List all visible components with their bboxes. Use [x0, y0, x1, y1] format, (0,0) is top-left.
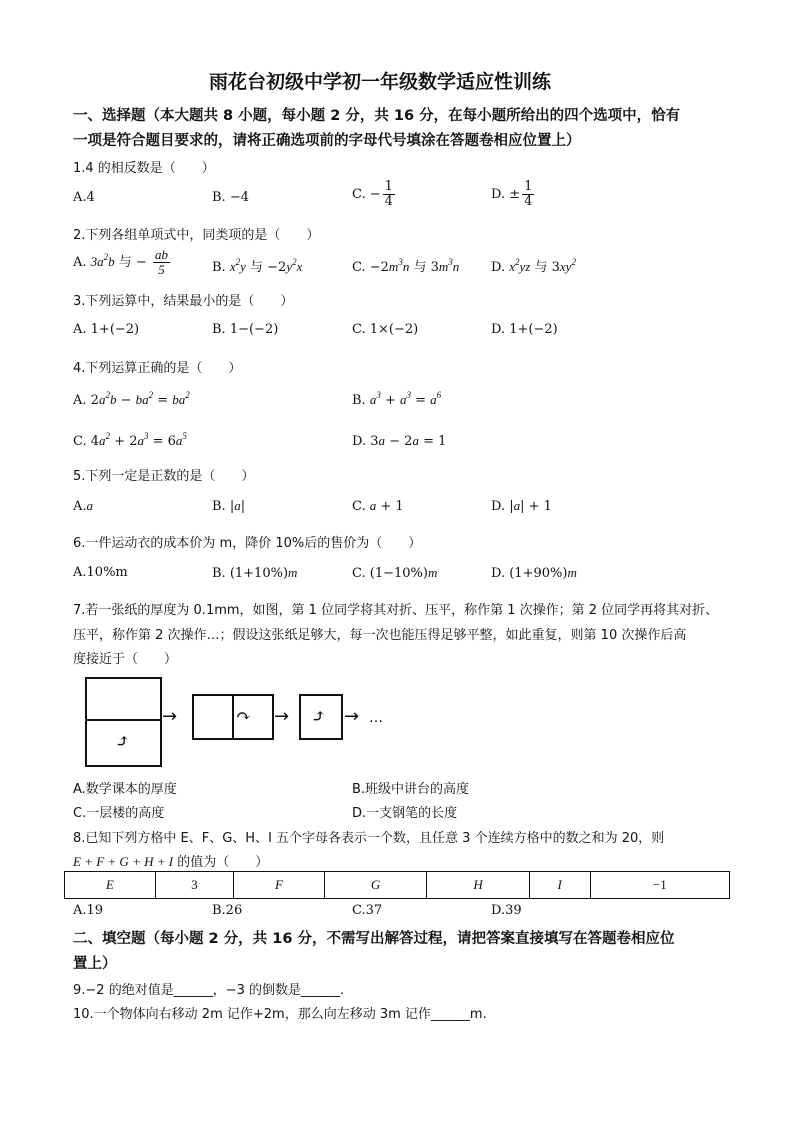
half-paper-box	[192, 694, 274, 740]
question-3-option-d: D. 1+(−2)	[491, 322, 558, 337]
section-1-heading-line2: 一项是符合题目要求的，请将正确选项前的字母代号填涂在答题卷相应位置上）	[73, 133, 581, 149]
question-7-line3: 度接近于（ ）	[73, 652, 178, 667]
question-6-option-c: C. (1−10%)m	[352, 565, 438, 581]
question-7-line1: 7.若一张纸的厚度为 0.1mm，如图，第 1 位同学将其对折、压平，称作第 1 次操作；第 2 位同学再将其对折、	[73, 603, 719, 618]
question-1-option-d: D. ± $\frac{1}{4}$	[491, 179, 533, 209]
question-5-option-d: D. |a| + 1	[491, 498, 552, 514]
question-7-option-b: B.班级中讲台的高度	[352, 782, 470, 797]
question-4-option-b: B. $a^3 + a^3 = a^6$	[352, 390, 442, 408]
question-2-option-c: C. $-2m^3n$ 与 $3m^3n$	[352, 257, 460, 275]
question-4-option-d: D. 3a − 2a = 1	[352, 433, 447, 449]
fold-arrow-icon: ⤴	[311, 706, 327, 727]
question-8-option-c: C.37	[352, 903, 383, 918]
question-1-option-a: A.4	[73, 190, 95, 205]
question-1-option-b: B. −4	[212, 190, 249, 205]
section-1-heading-line1: 一、选择题（本大题共 8 小题，每小题 2 分，共 16 分，在每小题所给出的四个选项中，恰有	[73, 108, 681, 124]
question-8-line2: E + F + G + H + I 的值为（ ）	[73, 854, 269, 870]
question-3-option-b: B. 1−(−2)	[212, 322, 279, 337]
question-4-option-c: C. $4a^2 + 2a^3 = 6a^5$	[73, 431, 187, 449]
question-7-line2: 压平，称作第 2 次操作…；假设这张纸足够大，每一次也能压得足够平整，如此重复，则第 10 次操作后高	[73, 628, 687, 643]
question-6-option-b: B. (1+10%)m	[212, 565, 298, 581]
question-4-stem: 4.下列运算正确的是（ ）	[73, 361, 242, 376]
question-8-option-a: A.19	[73, 903, 104, 918]
right-arrow-icon: →	[274, 706, 290, 727]
question-4-option-a: A. $2a^2b - ba^2 = ba^2$	[73, 390, 190, 408]
page-title: 雨花台初级中学初一年级数学适应性训练	[209, 71, 552, 93]
grid-cell: I	[529, 872, 590, 899]
question-3-stem: 3.下列运算中，结果最小的是（ ）	[73, 294, 294, 309]
section-2-heading-line2: 置上）	[73, 956, 117, 972]
question-6-option-d: D. (1+90%)m	[491, 565, 577, 581]
question-6-stem: 6.一件运动衣的成本价为 m，降价 10%后的售价为（ ）	[73, 536, 422, 551]
question-3-option-c: C. 1×(−2)	[352, 322, 419, 337]
question-2-stem: 2.下列各组单项式中，同类项的是（ ）	[73, 228, 320, 243]
question-6-option-a: A.10%m	[73, 565, 128, 580]
question-8-line1: 8.已知下列方格中 E、F、G、H、I 五个字母各表示一个数，且任意 3 个连续方格中的数之和为 20，则	[73, 831, 665, 846]
number-grid	[64, 871, 730, 899]
question-9: 9.−2 的绝对值是______，−3 的倒数是______.	[73, 983, 345, 998]
question-10: 10.一个物体向右移动 2m 记作+2m，那么向左移动 3m 记作______m.	[73, 1007, 487, 1022]
question-2-option-a: A. $3a^2b$ 与 − $\frac{ab}{5}$	[73, 247, 168, 277]
question-7-option-a: A.数学课本的厚度	[73, 782, 177, 797]
grid-cell: H	[427, 872, 530, 899]
question-5-stem: 5.下列一定是正数的是（ ）	[73, 469, 255, 484]
section-2-heading-line1: 二、填空题（每小题 2 分，共 16 分，不需写出解答过程，请把答案直接填写在答题卷相应位	[73, 931, 675, 947]
question-1-stem: 1.4 的相反数是（ ）	[73, 161, 215, 176]
grid-cell: −1	[590, 872, 729, 899]
grid-cell: F	[234, 872, 325, 899]
full-paper-box	[85, 677, 162, 767]
right-arrow-icon: →	[344, 706, 360, 727]
question-5-option-c: C. a + 1	[352, 498, 404, 514]
quarter-paper-box	[299, 694, 343, 740]
grid-cell: E	[65, 872, 156, 899]
fold-arrow-icon: ↷	[236, 706, 252, 727]
question-2-option-d: D. $x^2yz$ 与 $3xy^2$	[491, 257, 576, 275]
question-5-option-a: A.a	[73, 498, 94, 514]
question-5-option-b: B. |a|	[212, 498, 246, 514]
grid-cell: 3	[155, 872, 234, 899]
question-8-option-d: D.39	[491, 903, 522, 918]
fold-arrow-icon: ⤴	[115, 731, 131, 752]
question-8-option-b: B.26	[212, 903, 243, 918]
question-2-option-b: B. $x^2y$ 与 $-2y^2x$	[212, 257, 303, 275]
question-1-option-c: C. − $\frac{1}{4}$	[352, 179, 393, 209]
right-arrow-icon: →	[162, 706, 178, 727]
question-7-option-d: D.一支钢笔的长度	[352, 806, 458, 821]
question-3-option-a: A. 1+(−2)	[73, 322, 140, 337]
grid-cell: G	[324, 872, 427, 899]
question-7-option-c: C.一层楼的高度	[73, 806, 165, 821]
figure-ellipsis: …	[369, 710, 383, 726]
